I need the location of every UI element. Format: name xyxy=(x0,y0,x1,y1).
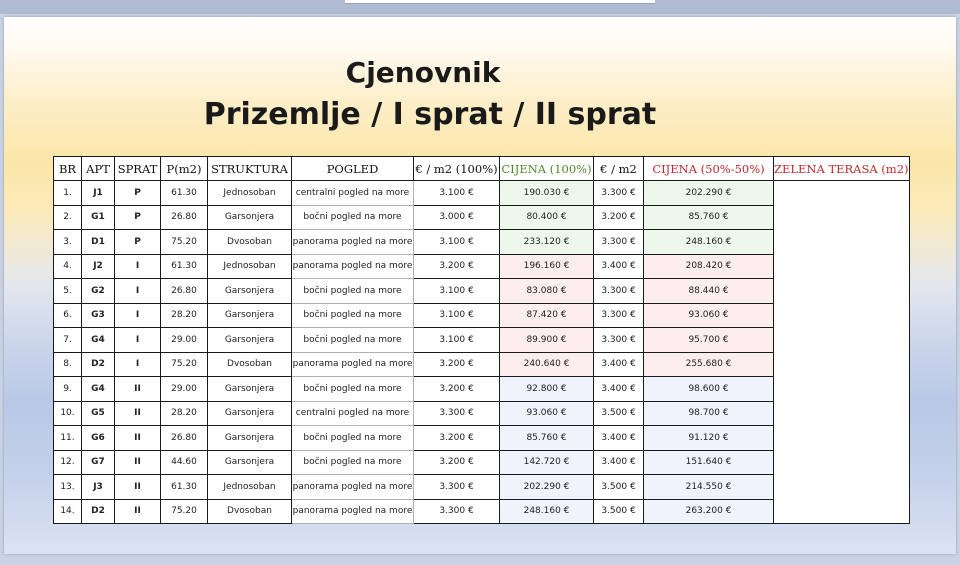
cell-br: 8. xyxy=(54,352,82,377)
cell-view: panorama pogled na more xyxy=(292,475,414,500)
cell-area: 61.30 xyxy=(161,254,208,279)
cell-price-per-m2: 3.300 € xyxy=(594,328,644,353)
cell-view: bočni pogled na more xyxy=(292,279,414,304)
cell-sprat: II xyxy=(115,426,161,451)
cell-br: 1. xyxy=(54,181,82,206)
cell-structure: Garsonjera xyxy=(208,328,292,353)
cell-area: 28.20 xyxy=(161,303,208,328)
cell-price-full: 83.080 € xyxy=(500,279,594,304)
cell-structure: Dvosoban xyxy=(208,352,292,377)
cell-price-full: 93.060 € xyxy=(500,401,594,426)
cell-price-split: 95.700 € xyxy=(644,328,774,353)
cell-price-split: 151.640 € xyxy=(644,450,774,475)
cell-price-split: 91.120 € xyxy=(644,426,774,451)
header-price-full: CIJENA (100%) xyxy=(500,157,594,181)
cell-price-per-m2-full: 3.300 € xyxy=(414,475,500,500)
cell-br: 3. xyxy=(54,230,82,255)
cell-apt: G5 xyxy=(82,401,115,426)
cell-price-full: 248.160 € xyxy=(500,499,594,524)
cell-sprat: P xyxy=(115,230,161,255)
cell-price-full: 240.640 € xyxy=(500,352,594,377)
cell-view: bočni pogled na more xyxy=(292,205,414,230)
cell-sprat: I xyxy=(115,279,161,304)
cell-view: centralni pogled na more xyxy=(292,401,414,426)
table-row xyxy=(54,181,910,206)
cell-br: 13. xyxy=(54,475,82,500)
cell-price-split: 255.680 € xyxy=(644,352,774,377)
cell-price-per-m2-full: 3.200 € xyxy=(414,377,500,402)
header-struktura: STRUKTURA xyxy=(208,157,292,181)
cell-apt: G3 xyxy=(82,303,115,328)
cell-price-per-m2-full: 3.100 € xyxy=(414,279,500,304)
cell-br: 12. xyxy=(54,450,82,475)
cell-price-full: 233.120 € xyxy=(500,230,594,255)
cell-area: 44.60 xyxy=(161,450,208,475)
cell-structure: Jednosoban xyxy=(208,254,292,279)
cell-price-per-m2: 3.200 € xyxy=(594,205,644,230)
cell-structure: Garsonjera xyxy=(208,426,292,451)
cell-apt: G2 xyxy=(82,279,115,304)
window-top-bar xyxy=(0,0,960,14)
cell-price-full: 190.030 € xyxy=(500,181,594,206)
cell-area: 61.30 xyxy=(161,181,208,206)
cell-price-per-m2-full: 3.200 € xyxy=(414,426,500,451)
cell-apt: J3 xyxy=(82,475,115,500)
cell-price-full: 142.720 € xyxy=(500,450,594,475)
cell-sprat: II xyxy=(115,377,161,402)
price-table-body xyxy=(54,181,910,524)
header-br: BR xyxy=(54,157,82,181)
cell-view: bočni pogled na more xyxy=(292,377,414,402)
cell-price-per-m2: 3.400 € xyxy=(594,377,644,402)
cell-area: 61.30 xyxy=(161,475,208,500)
cell-price-per-m2-full: 3.300 € xyxy=(414,499,500,524)
cell-price-full: 92.800 € xyxy=(500,377,594,402)
cell-view: bočni pogled na more xyxy=(292,426,414,451)
cell-view: panorama pogled na more xyxy=(292,352,414,377)
cell-br: 11. xyxy=(54,426,82,451)
cell-area: 29.00 xyxy=(161,377,208,402)
cell-area: 75.20 xyxy=(161,499,208,524)
cell-price-per-m2: 3.400 € xyxy=(594,450,644,475)
header-green-terrace: ZELENA TERASA (m2) xyxy=(774,157,910,181)
cell-price-per-m2: 3.400 € xyxy=(594,352,644,377)
cell-price-per-m2-full: 3.100 € xyxy=(414,303,500,328)
cell-view: bočni pogled na more xyxy=(292,328,414,353)
cell-price-per-m2: 3.300 € xyxy=(594,303,644,328)
cell-sprat: I xyxy=(115,303,161,328)
cell-price-split: 214.550 € xyxy=(644,475,774,500)
header-apt: APT xyxy=(82,157,115,181)
header-price-per-m2: € / m2 xyxy=(594,157,644,181)
page-subtitle: Prizemlje / I sprat / II sprat xyxy=(203,97,657,132)
cell-structure: Dvosoban xyxy=(208,230,292,255)
cell-br: 5. xyxy=(54,279,82,304)
cell-apt: G6 xyxy=(82,426,115,451)
cell-structure: Jednosoban xyxy=(208,475,292,500)
cell-area: 26.80 xyxy=(161,279,208,304)
header-pogled: POGLED xyxy=(292,157,414,181)
slide xyxy=(4,17,956,554)
cell-sprat: I xyxy=(115,328,161,353)
cell-br: 14. xyxy=(54,499,82,524)
cell-price-full: 87.420 € xyxy=(500,303,594,328)
cell-apt: J1 xyxy=(82,181,115,206)
cell-price-per-m2: 3.300 € xyxy=(594,230,644,255)
cell-price-split: 98.700 € xyxy=(644,401,774,426)
cell-apt: G4 xyxy=(82,328,115,353)
cell-price-per-m2: 3.500 € xyxy=(594,475,644,500)
cell-view: bočni pogled na more xyxy=(292,303,414,328)
page-title: Cjenovnik xyxy=(345,56,501,89)
cell-price-full: 89.900 € xyxy=(500,328,594,353)
cell-price-per-m2-full: 3.200 € xyxy=(414,254,500,279)
cell-area: 29.00 xyxy=(161,328,208,353)
cell-apt: D2 xyxy=(82,352,115,377)
cell-sprat: II xyxy=(115,401,161,426)
cell-area: 75.20 xyxy=(161,230,208,255)
cell-br: 7. xyxy=(54,328,82,353)
cell-area: 26.80 xyxy=(161,205,208,230)
cell-view: panorama pogled na more xyxy=(292,254,414,279)
cell-view: bočni pogled na more xyxy=(292,450,414,475)
cell-sprat: II xyxy=(115,450,161,475)
cell-br: 6. xyxy=(54,303,82,328)
cell-structure: Garsonjera xyxy=(208,205,292,230)
cell-price-per-m2-full: 3.200 € xyxy=(414,352,500,377)
cell-price-per-m2-full: 3.100 € xyxy=(414,328,500,353)
cell-br: 4. xyxy=(54,254,82,279)
cell-area: 26.80 xyxy=(161,426,208,451)
header-sprat: SPRAT xyxy=(115,157,161,181)
cell-apt: J2 xyxy=(82,254,115,279)
cell-structure: Garsonjera xyxy=(208,377,292,402)
cell-view: panorama pogled na more xyxy=(292,230,414,255)
cell-structure: Garsonjera xyxy=(208,401,292,426)
cell-price-per-m2: 3.300 € xyxy=(594,181,644,206)
cell-price-per-m2-full: 3.000 € xyxy=(414,205,500,230)
cell-price-split: 248.160 € xyxy=(644,230,774,255)
cell-structure: Jednosoban xyxy=(208,181,292,206)
cell-price-per-m2-full: 3.100 € xyxy=(414,230,500,255)
cell-br: 10. xyxy=(54,401,82,426)
cell-price-per-m2: 3.300 € xyxy=(594,279,644,304)
tab-strip xyxy=(345,0,655,4)
cell-price-split: 93.060 € xyxy=(644,303,774,328)
cell-br: 9. xyxy=(54,377,82,402)
header-povrsina: P(m2) xyxy=(161,157,208,181)
cell-price-split: 98.600 € xyxy=(644,377,774,402)
cell-green-terrace xyxy=(774,181,910,524)
cell-sprat: P xyxy=(115,205,161,230)
header-price-per-m2-full: € / m2 (100%) xyxy=(414,157,500,181)
cell-price-per-m2-full: 3.200 € xyxy=(414,450,500,475)
table-header-row xyxy=(54,157,910,181)
cell-apt: D2 xyxy=(82,499,115,524)
cell-area: 28.20 xyxy=(161,401,208,426)
cell-br: 2. xyxy=(54,205,82,230)
cell-apt: G7 xyxy=(82,450,115,475)
cell-apt: D1 xyxy=(82,230,115,255)
cell-sprat: I xyxy=(115,254,161,279)
cell-price-full: 196.160 € xyxy=(500,254,594,279)
cell-price-split: 88.440 € xyxy=(644,279,774,304)
cell-structure: Garsonjera xyxy=(208,279,292,304)
cell-price-per-m2: 3.500 € xyxy=(594,401,644,426)
cell-price-full: 85.760 € xyxy=(500,426,594,451)
cell-price-per-m2: 3.400 € xyxy=(594,426,644,451)
cell-price-split: 263.200 € xyxy=(644,499,774,524)
cell-structure: Dvosoban xyxy=(208,499,292,524)
cell-price-per-m2: 3.400 € xyxy=(594,254,644,279)
cell-apt: G4 xyxy=(82,377,115,402)
cell-price-per-m2: 3.500 € xyxy=(594,499,644,524)
cell-sprat: I xyxy=(115,352,161,377)
cell-price-per-m2-full: 3.100 € xyxy=(414,181,500,206)
cell-price-split: 208.420 € xyxy=(644,254,774,279)
cell-price-full: 80.400 € xyxy=(500,205,594,230)
cell-view: panorama pogled na more xyxy=(292,499,414,524)
cell-sprat: II xyxy=(115,499,161,524)
cell-apt: G1 xyxy=(82,205,115,230)
cell-price-split: 202.290 € xyxy=(644,181,774,206)
cell-area: 75.20 xyxy=(161,352,208,377)
cell-structure: Garsonjera xyxy=(208,303,292,328)
cell-price-split: 85.760 € xyxy=(644,205,774,230)
cell-sprat: II xyxy=(115,475,161,500)
cell-price-full: 202.290 € xyxy=(500,475,594,500)
price-table xyxy=(53,156,910,524)
cell-structure: Garsonjera xyxy=(208,450,292,475)
header-price-split: CIJENA (50%-50%) xyxy=(644,157,774,181)
cell-price-per-m2-full: 3.300 € xyxy=(414,401,500,426)
cell-view: centralni pogled na more xyxy=(292,181,414,206)
cell-sprat: P xyxy=(115,181,161,206)
